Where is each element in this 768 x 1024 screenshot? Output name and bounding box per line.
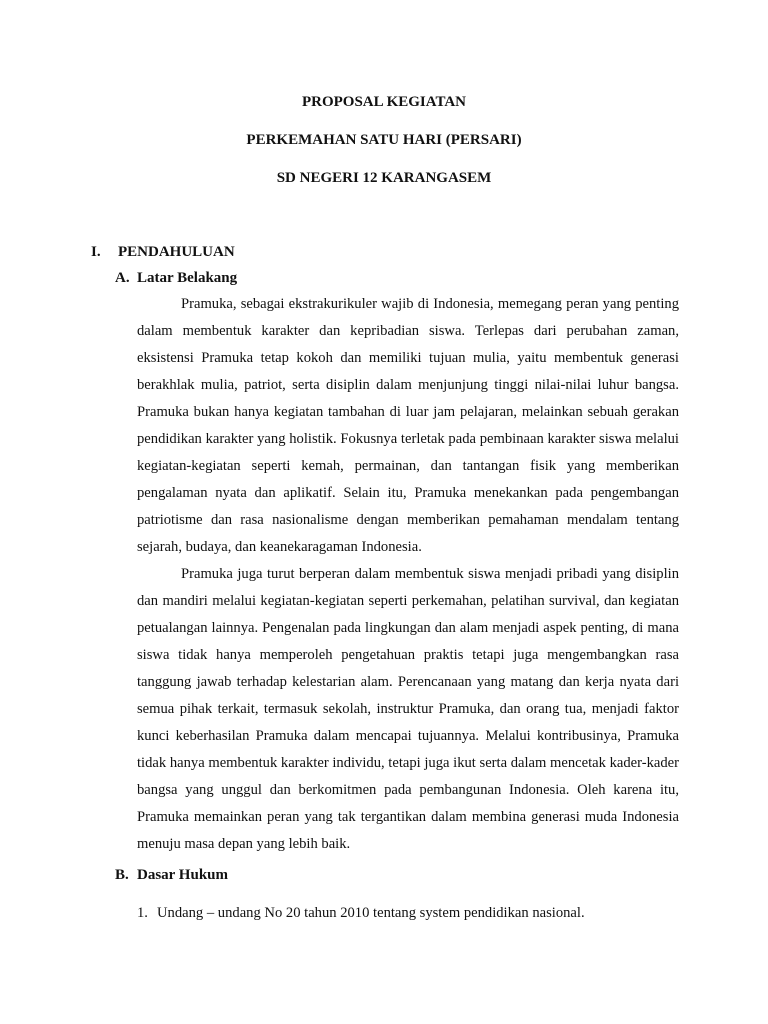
section-heading-pendahuluan <box>91 242 235 262</box>
school-title: SD NEGERI 12 KARANGASEM <box>276 170 492 186</box>
subsection-title: Latar Belakang <box>137 270 238 286</box>
document-title: PROPOSAL KEGIATAN <box>301 94 467 110</box>
list-text: Undang – undang No 20 tahun 2010 tentang system pendidikan nasional. <box>157 905 585 921</box>
subsection-heading-latar-belakang <box>115 268 237 288</box>
event-title: PERKEMAHAN SATU HARI (PERSARI) <box>246 132 522 148</box>
latar-belakang-body <box>137 291 679 858</box>
subsection-title: Dasar Hukum <box>137 867 228 883</box>
subsection-letter: B. <box>115 867 129 883</box>
paragraph: Pramuka, sebagai ekstrakurikuler wajib di Indonesia, memegang peran yang penting dalam membentuk karakter dan kepribadian siswa. Terlepas dari perubahan zaman, eksistensi Pramuka tetap kokoh dan memiliki tujuan mulia, yaitu membentuk generasi berakhlak mulia, patriot, serta disiplin dalam menjunjung tinggi nilai-nilai luhur bangsa. Pramuka bukan hanya kegiatan tambahan di luar jam pelajaran, melainkan sebuah gerakan pendidikan karakter yang holistik. Fokusnya terletak pada pembinaan karakter siswa melalui kegiatan-kegiatan seperti kemah, permainan, dan tantangan fisik yang memberikan pengalaman nyata dan aplikatif. Selain itu, Pramuka menekankan pada pengembangan patriotisme dan rasa nasionalisme dengan memberikan pemahaman mendalam tentang sejarah, budaya, dan keanekaragaman Indonesia. <box>137 296 679 555</box>
list-item <box>137 903 679 923</box>
section-title: PENDAHULUAN <box>118 244 235 260</box>
paragraph: Pramuka juga turut berperan dalam membentuk siswa menjadi pribadi yang disiplin dan mandiri melalui kegiatan-kegiatan seperti perkemahan, pelatihan survival, dan kegiatan petualangan lainnya. Pengenalan pada lingkungan dan alam menjadi aspek penting, di mana siswa tidak hanya memperoleh pengetahuan praktis tetapi juga mengembangkan rasa tanggung jawab terhadap kelestarian alam. Perencanaan yang matang dan kerja nyata dari semua pihak terkait, termasuk sekolah, instruktur Pramuka, dan orang tua, menjadi faktor kunci keberhasilan Pramuka dalam mencapai tujuannya. Melalui kontribusinya, Pramuka tidak hanya membentuk karakter individu, tetapi juga ikut serta dalam mencetak kader-kader bangsa yang unggul dan berkomitmen pada pembangunan Indonesia. Oleh karena itu, Pramuka memainkan peran yang tak tergantikan dalam membina generasi muda Indonesia menuju masa depan yang lebih baik. <box>137 566 679 852</box>
section-number: I. <box>91 244 101 260</box>
list-number: 1. <box>137 905 148 921</box>
subsection-letter: A. <box>115 270 130 286</box>
subsection-heading-dasar-hukum <box>115 865 228 885</box>
